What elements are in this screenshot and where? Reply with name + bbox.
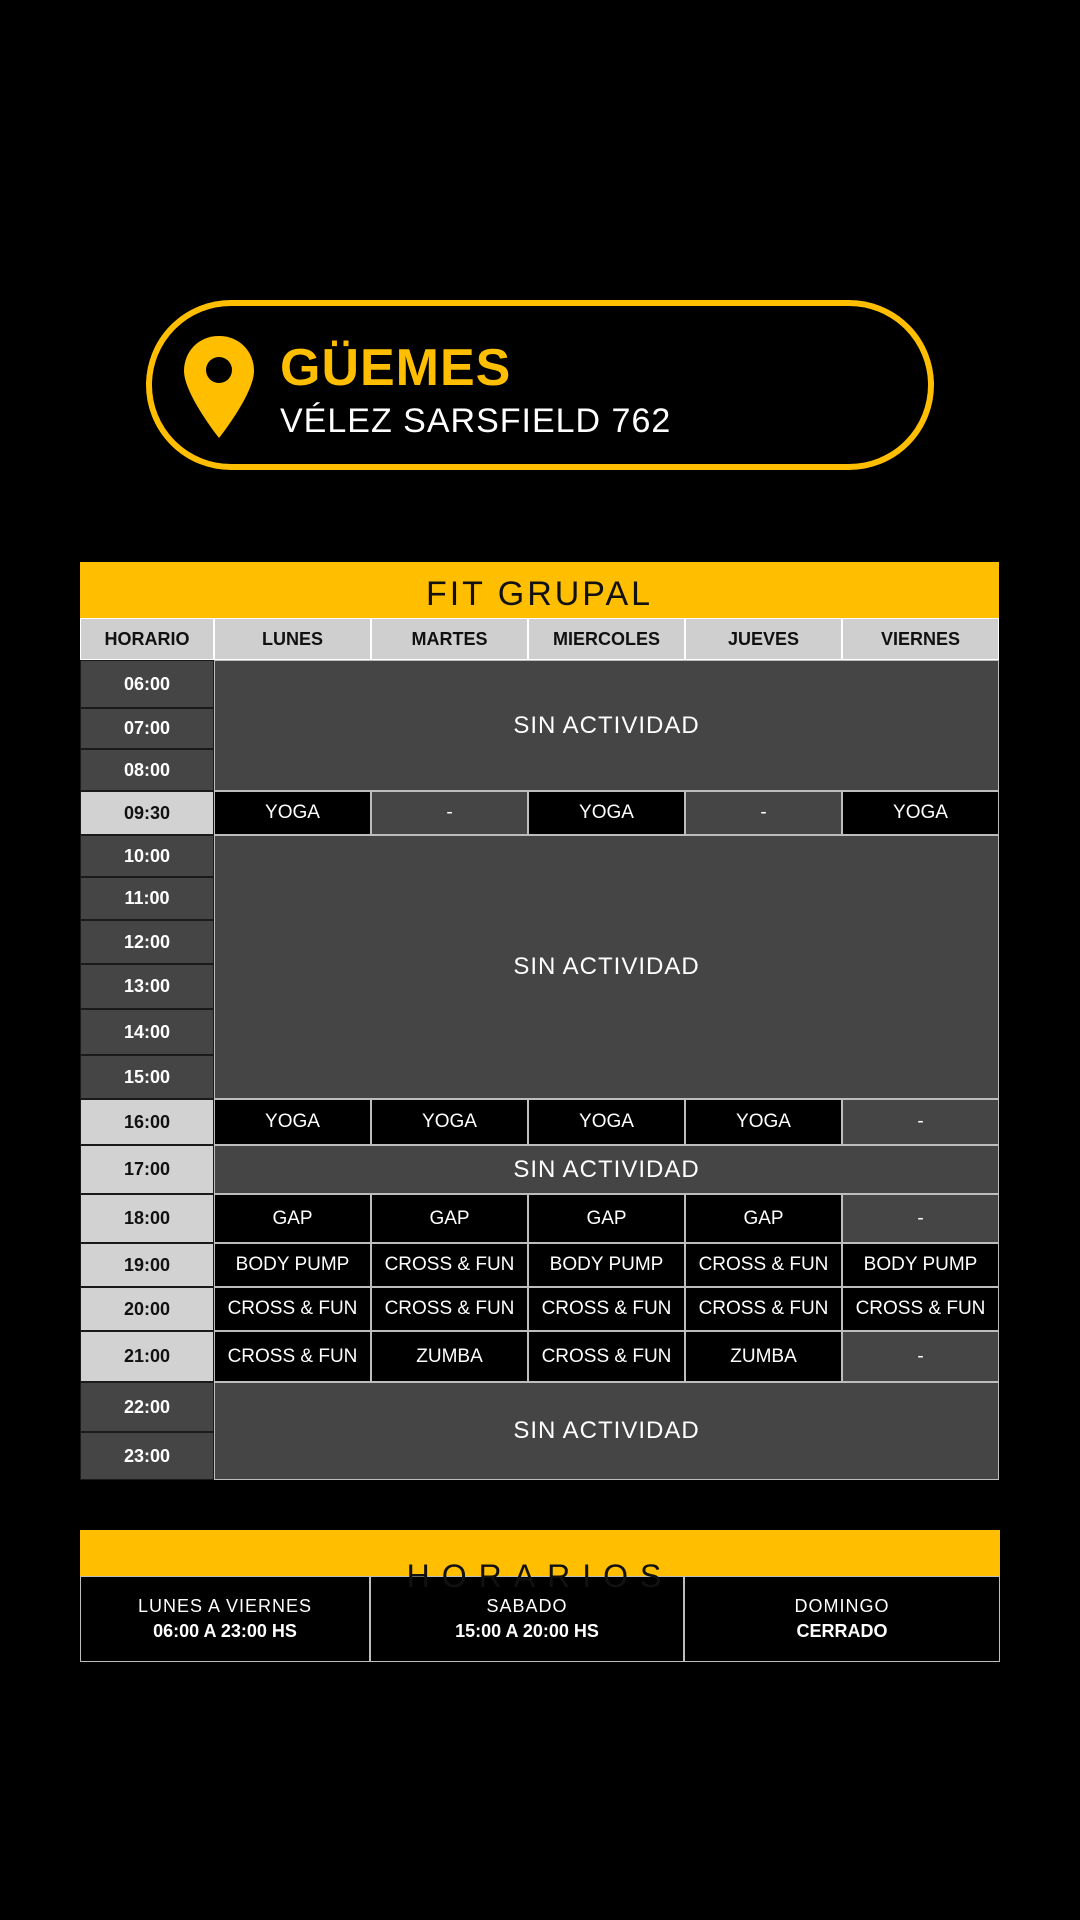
class-cell: CROSS & FUN <box>685 1287 842 1331</box>
class-cell: GAP <box>371 1194 528 1243</box>
class-cell: ZUMBA <box>371 1331 528 1382</box>
class-cell: BODY PUMP <box>528 1243 685 1287</box>
hours-sunday <box>684 1576 1000 1662</box>
time-2100: 21:00 <box>80 1331 214 1382</box>
class-cell: YOGA <box>685 1099 842 1145</box>
hours-title-bar <box>80 1530 1000 1594</box>
hours-label: LUNES A VIERNES <box>137 1596 313 1616</box>
time-0800: 08:00 <box>80 749 214 791</box>
class-cell: YOGA <box>371 1099 528 1145</box>
schedule-table <box>80 562 1000 1480</box>
class-cell: CROSS & FUN <box>528 1287 685 1331</box>
time-1000: 10:00 <box>80 835 214 877</box>
class-cell: GAP <box>214 1194 371 1243</box>
schedule-title: FIT GRUPAL <box>80 562 999 618</box>
opening-hours <box>80 1530 1000 1662</box>
header-lunes: LUNES <box>214 618 371 660</box>
no-activity-block-night: SIN ACTIVIDAD <box>214 1382 999 1480</box>
class-cell: YOGA <box>842 791 999 835</box>
time-1800: 18:00 <box>80 1194 214 1243</box>
hours-value: CERRADO <box>796 1621 888 1641</box>
class-cell: CROSS & FUN <box>842 1287 999 1331</box>
time-1200: 12:00 <box>80 920 214 964</box>
time-1500: 15:00 <box>80 1055 214 1099</box>
class-cell: YOGA <box>528 1099 685 1145</box>
class-cell: CROSS & FUN <box>685 1243 842 1287</box>
header-martes: MARTES <box>371 618 528 660</box>
location-pin-icon <box>182 334 256 440</box>
header-horario: HORARIO <box>80 618 214 660</box>
class-cell: YOGA <box>528 791 685 835</box>
hours-label: SABADO <box>486 1596 568 1616</box>
hours-label: DOMINGO <box>794 1596 890 1616</box>
class-cell: CROSS & FUN <box>371 1243 528 1287</box>
header-viernes: VIERNES <box>842 618 999 660</box>
hours-value: 06:00 A 23:00 HS <box>153 1621 297 1641</box>
time-1100: 11:00 <box>80 877 214 920</box>
time-1400: 14:00 <box>80 1009 214 1055</box>
class-cell: CROSS & FUN <box>371 1287 528 1331</box>
class-cell: GAP <box>685 1194 842 1243</box>
location-card <box>146 300 934 470</box>
class-cell: GAP <box>528 1194 685 1243</box>
time-0930: 09:30 <box>80 791 214 835</box>
class-cell: BODY PUMP <box>214 1243 371 1287</box>
time-1300: 13:00 <box>80 964 214 1009</box>
class-cell: YOGA <box>214 1099 371 1145</box>
class-cell: ZUMBA <box>685 1331 842 1382</box>
class-cell: - <box>371 791 528 835</box>
no-activity-block-morning: SIN ACTIVIDAD <box>214 660 999 791</box>
class-cell: - <box>842 1194 999 1243</box>
class-cell: - <box>842 1331 999 1382</box>
time-0700: 07:00 <box>80 708 214 749</box>
class-cell: - <box>685 791 842 835</box>
time-0600: 06:00 <box>80 660 214 708</box>
time-1700: 17:00 <box>80 1145 214 1194</box>
location-address: VÉLEZ SARSFIELD 762 <box>280 402 672 440</box>
class-cell: BODY PUMP <box>842 1243 999 1287</box>
time-2300: 23:00 <box>80 1432 214 1480</box>
no-activity-block-midday: SIN ACTIVIDAD <box>214 835 999 1099</box>
class-cell: CROSS & FUN <box>214 1331 371 1382</box>
time-1900: 19:00 <box>80 1243 214 1287</box>
class-cell: CROSS & FUN <box>214 1287 371 1331</box>
header-jueves: JUEVES <box>685 618 842 660</box>
class-cell: CROSS & FUN <box>528 1331 685 1382</box>
class-cell: - <box>842 1099 999 1145</box>
hours-weekdays <box>80 1576 370 1662</box>
time-2200: 22:00 <box>80 1382 214 1432</box>
time-2000: 20:00 <box>80 1287 214 1331</box>
header-miercoles: MIERCOLES <box>528 618 685 660</box>
time-1600: 16:00 <box>80 1099 214 1145</box>
location-name: GÜEMES <box>280 339 512 397</box>
hours-value: 15:00 A 20:00 HS <box>455 1621 599 1641</box>
hours-title: HORARIOS <box>406 1558 674 1594</box>
no-activity-block-1700: SIN ACTIVIDAD <box>214 1145 999 1194</box>
class-cell: YOGA <box>214 791 371 835</box>
